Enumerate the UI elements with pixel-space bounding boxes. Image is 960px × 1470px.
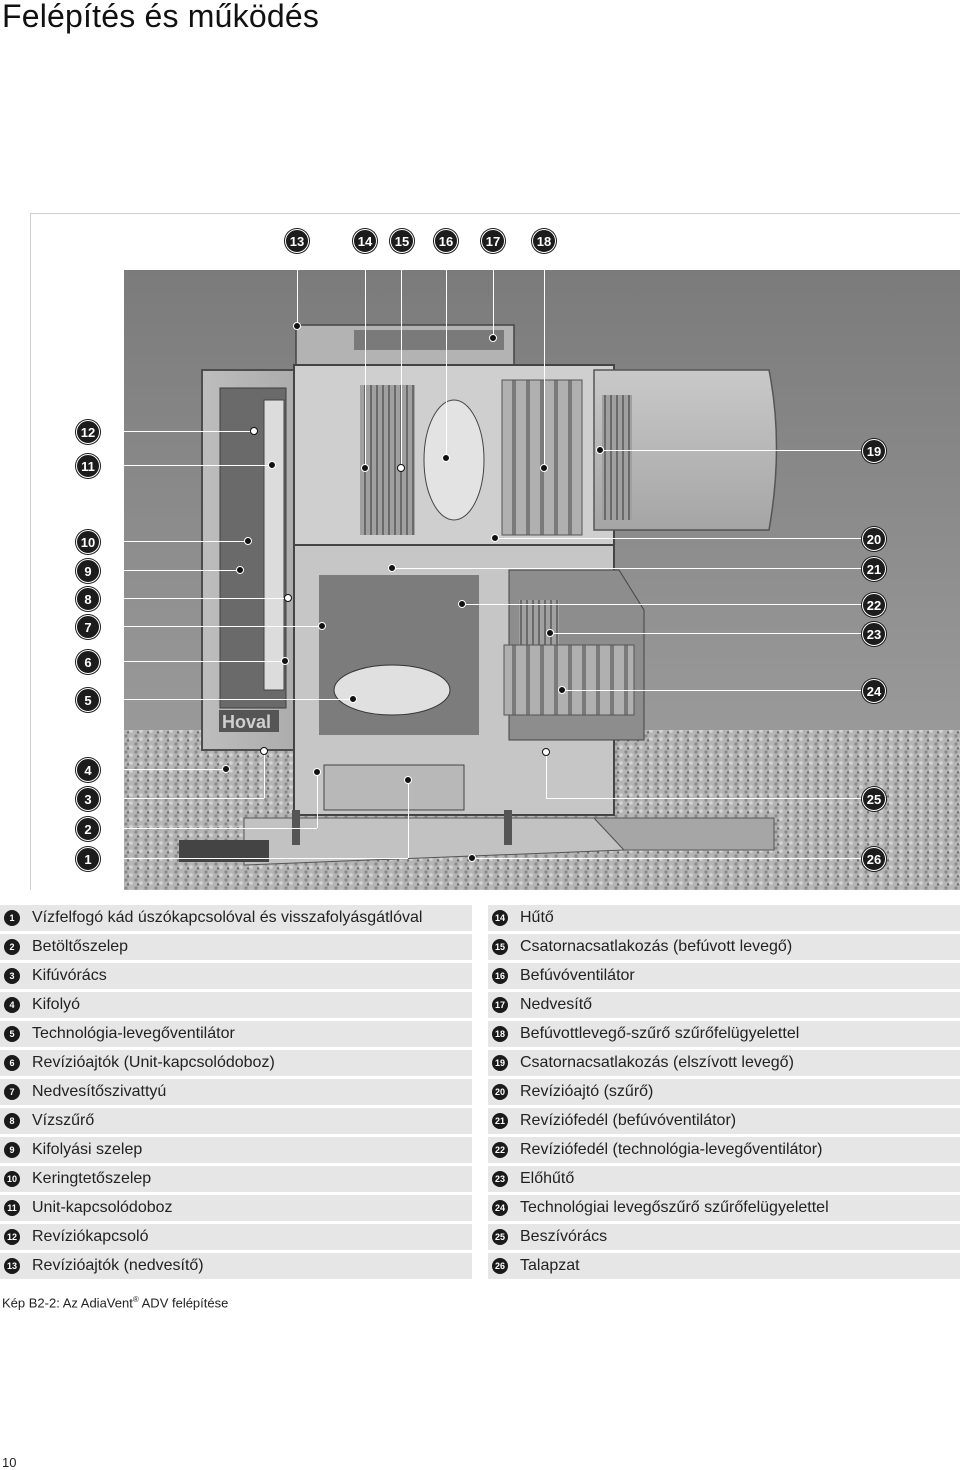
callout-20: 20	[862, 527, 886, 551]
legend-number: 15	[492, 939, 508, 955]
leader-dot	[318, 622, 326, 630]
leader-line	[98, 626, 322, 627]
leader-dot	[222, 765, 230, 773]
legend-number: 2	[4, 939, 20, 955]
legend-number: 22	[492, 1142, 508, 1158]
callout-7: 7	[76, 615, 100, 639]
leader-line	[550, 633, 862, 634]
callout-3: 3	[76, 787, 100, 811]
legend-item	[488, 1079, 960, 1105]
legend-label: Csatornacsatlakozás (elszívott levegő)	[520, 1054, 794, 1071]
legend-number: 10	[4, 1171, 20, 1187]
leader-dot	[388, 564, 396, 572]
leader-line	[264, 751, 265, 798]
legend-number: 24	[492, 1200, 508, 1216]
legend-label: Revízióajtó (szűrő)	[520, 1083, 654, 1100]
legend-item	[488, 992, 960, 1018]
callout-15: 15	[390, 229, 414, 253]
callout-10: 10	[76, 530, 100, 554]
leader-line	[600, 450, 862, 451]
legend-item	[0, 1108, 472, 1134]
legend-left	[0, 905, 472, 1282]
leader-dot	[596, 446, 604, 454]
legend-item	[488, 1253, 960, 1279]
leader-line	[495, 538, 862, 539]
callout-23: 23	[862, 622, 886, 646]
unit-illustration	[124, 270, 960, 890]
legend-item	[0, 1021, 472, 1047]
caption-prefix: Kép B2-2: Az AdiaVent	[2, 1295, 133, 1311]
leader-line	[493, 253, 494, 338]
leader-dot	[491, 534, 499, 542]
callout-21: 21	[862, 557, 886, 581]
legend-item	[488, 1021, 960, 1047]
legend-number: 6	[4, 1055, 20, 1071]
leader-dot	[260, 747, 268, 755]
leader-dot	[404, 776, 412, 784]
legend-label: Revízióajtók (Unit-kapcsolódoboz)	[32, 1054, 275, 1071]
legend-item	[488, 1050, 960, 1076]
callout-9: 9	[76, 559, 100, 583]
hoval-logo: Hoval	[222, 712, 272, 732]
legend-number: 26	[492, 1258, 508, 1274]
legend-label: Revízióajtók (nedvesítő)	[32, 1257, 204, 1274]
leader-line	[401, 253, 402, 468]
legend-number: 19	[492, 1055, 508, 1071]
leader-line	[317, 772, 318, 828]
callout-19: 19	[862, 439, 886, 463]
leader-line	[98, 570, 240, 571]
leader-dot	[542, 748, 550, 756]
legend-number: 25	[492, 1229, 508, 1245]
legend-number: 1	[4, 910, 20, 926]
legend-label: Revíziófedél (technológia-levegőventilátor)	[520, 1141, 823, 1158]
callout-6: 6	[76, 650, 100, 674]
leader-dot	[458, 600, 466, 608]
leader-line	[446, 253, 447, 458]
legend-label: Nedvesítőszivattyú	[32, 1083, 167, 1100]
legend-item	[488, 1195, 960, 1221]
leader-line	[98, 541, 248, 542]
leader-line	[98, 598, 288, 599]
legend-number: 17	[492, 997, 508, 1013]
leader-dot	[442, 454, 450, 462]
legend-label: Hűtő	[520, 909, 554, 926]
leader-line	[98, 858, 408, 859]
leader-line	[546, 798, 862, 799]
leader-line	[98, 465, 272, 466]
leader-line	[392, 568, 862, 569]
legend-label: Előhűtő	[520, 1170, 575, 1187]
legend-item	[0, 934, 472, 960]
leader-dot	[349, 695, 357, 703]
callout-24: 24	[862, 679, 886, 703]
leader-dot	[313, 768, 321, 776]
legend-item	[0, 1079, 472, 1105]
legend-label: Vízszűrő	[32, 1112, 95, 1129]
leader-line	[297, 253, 298, 326]
legend-label: Technológiai levegőszűrő szűrőfelügyelettel	[520, 1199, 829, 1216]
leader-dot	[540, 464, 548, 472]
legend-label: Kifolyó	[32, 996, 81, 1013]
leader-line	[472, 858, 862, 859]
callout-26: 26	[862, 847, 886, 871]
legend-label: Kifolyási szelep	[32, 1141, 143, 1158]
legend-item	[488, 963, 960, 989]
legend-item	[0, 1166, 472, 1192]
legend-number: 20	[492, 1084, 508, 1100]
leader-dot	[361, 464, 369, 472]
figure-caption	[2, 1295, 228, 1310]
leader-line	[544, 253, 545, 468]
legend-item	[0, 1253, 472, 1279]
leader-dot	[397, 464, 405, 472]
legend-label: Csatornacsatlakozás (befúvott levegő)	[520, 938, 793, 955]
callout-18: 18	[532, 229, 556, 253]
legend-label: Unit-kapcsolódoboz	[32, 1199, 173, 1216]
leader-dot	[268, 461, 276, 469]
legend-number: 8	[4, 1113, 20, 1129]
legend-label: Befúvóventilátor	[520, 967, 635, 984]
callout-17: 17	[481, 229, 505, 253]
legend-label: Revíziófedél (befúvóventilátor)	[520, 1112, 737, 1129]
leader-dot	[244, 537, 252, 545]
leader-line	[408, 780, 409, 858]
legend-number: 14	[492, 910, 508, 926]
legend-label: Beszívórács	[520, 1228, 608, 1245]
legend-item	[488, 1137, 960, 1163]
page-number: 10	[2, 1455, 17, 1470]
callout-16: 16	[434, 229, 458, 253]
legend-number: 4	[4, 997, 20, 1013]
leader-line	[462, 604, 862, 605]
leader-line	[365, 253, 366, 468]
leader-line	[546, 752, 547, 798]
caption-suffix: ADV felépítése	[138, 1295, 229, 1311]
legend-right	[488, 905, 960, 1282]
leader-dot	[250, 427, 258, 435]
legend-item	[488, 905, 960, 931]
callout-22: 22	[862, 593, 886, 617]
callout-5: 5	[76, 688, 100, 712]
leader-line	[98, 769, 226, 770]
legend-label: Keringtetőszelep	[32, 1170, 152, 1187]
legend-number: 16	[492, 968, 508, 984]
legend-label: Befúvottlevegő-szűrő szűrőfelügyelettel	[520, 1025, 800, 1042]
legend-item	[488, 1166, 960, 1192]
legend-number: 21	[492, 1113, 508, 1129]
legend-item	[0, 1137, 472, 1163]
legend-label: Technológia-levegőventilátor	[32, 1025, 235, 1042]
legend-item	[488, 934, 960, 960]
legend-number: 18	[492, 1026, 508, 1042]
legend-number: 7	[4, 1084, 20, 1100]
legend-number: 3	[4, 968, 20, 984]
legend-item	[488, 1224, 960, 1250]
leader-dot	[468, 854, 476, 862]
legend-label: Talapzat	[520, 1257, 580, 1274]
legend-number: 11	[4, 1200, 20, 1216]
callout-13: 13	[285, 229, 309, 253]
legend-item	[488, 1108, 960, 1134]
legend-item	[0, 1224, 472, 1250]
callout-1: 1	[76, 847, 100, 871]
leader-line	[98, 699, 353, 700]
legend-number: 12	[4, 1229, 20, 1245]
legend-label: Nedvesítő	[520, 996, 593, 1013]
leader-dot	[284, 594, 292, 602]
legend-item	[0, 1050, 472, 1076]
legend-label: Betöltőszelep	[32, 938, 129, 955]
callout-12: 12	[76, 420, 100, 444]
legend-label: Revíziókapcsoló	[32, 1228, 149, 1245]
legend-item	[0, 1195, 472, 1221]
callout-4: 4	[76, 758, 100, 782]
legend-item	[0, 905, 472, 931]
registered-mark: ®	[132, 1295, 139, 1304]
legend-number: 13	[4, 1258, 20, 1274]
leader-dot	[546, 629, 554, 637]
callout-2: 2	[76, 817, 100, 841]
leader-line	[562, 690, 862, 691]
legend-label: Kifúvórács	[32, 967, 107, 984]
legend-number: 23	[492, 1171, 508, 1187]
leader-dot	[489, 334, 497, 342]
legend-number: 5	[4, 1026, 20, 1042]
leader-dot	[558, 686, 566, 694]
legend-number: 9	[4, 1142, 20, 1158]
leader-line	[98, 828, 317, 829]
leader-line	[98, 431, 254, 432]
callout-11: 11	[76, 454, 100, 478]
callout-25: 25	[862, 787, 886, 811]
callout-8: 8	[76, 587, 100, 611]
page-title: Felépítés és működés	[2, 0, 320, 34]
leader-line	[98, 661, 285, 662]
callout-14: 14	[353, 229, 377, 253]
leader-dot	[281, 657, 289, 665]
leader-dot	[293, 322, 301, 330]
legend-item	[0, 992, 472, 1018]
leader-dot	[236, 566, 244, 574]
legend-item	[0, 963, 472, 989]
leader-line	[98, 798, 264, 799]
legend-label: Vízfelfogó kád úszókapcsolóval és visszafolyásgátlóval	[32, 909, 423, 926]
